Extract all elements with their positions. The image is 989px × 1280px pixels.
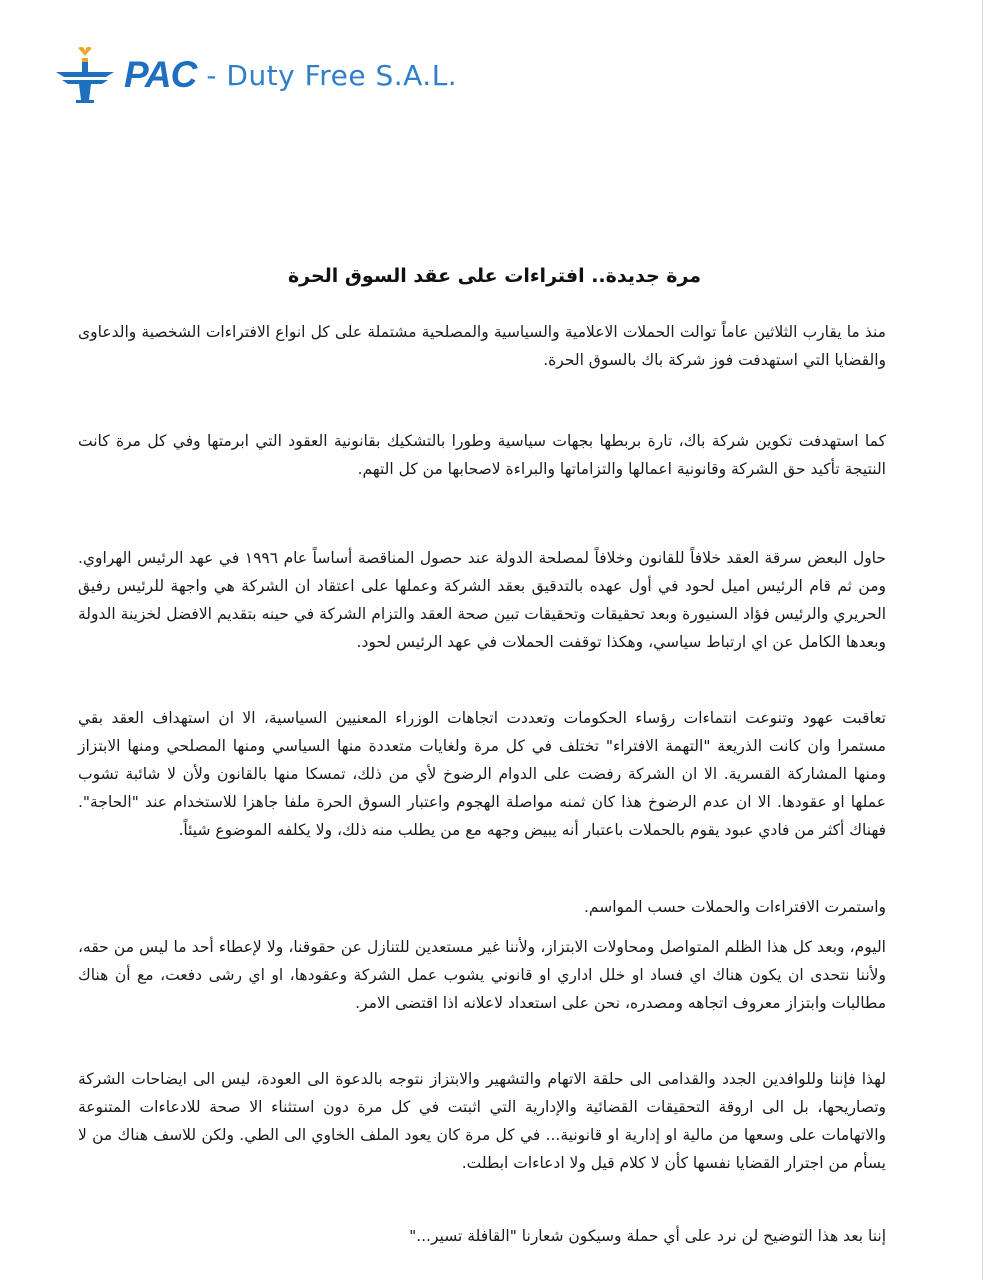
paragraph-7: لهذا فإننا وللوافدين الجدد والقدامى الى حلقة الاتهام والتشهير والابتزاز نتوجه بالدعوة الى العودة، ليس الى ايضاحات الشركة وتصاريحها، بل الى اروقة التحقيقات القضائية والإدارية التي اثبتت في كل مرة دون استثناء الا صحة للادعاءات المتنوعة والاتهامات على وسعها من مالية او إدارية او قانونية... في كل مرة كان يعود الملف الخاوي الى الطي. ولكن للاسف هناك من لا يسأم من اجترار القضايا نفسها كأن لا كلام قيل ولا ادعاءات ابطلت. [78,1070,886,1172]
document-title: مرة جديدة.. افتراءات على عقد السوق الحرة [287,265,702,287]
airplane-tower-logo-icon [52,42,118,108]
paragraph-3: حاول البعض سرقة العقد خلافاً للقانون وخلافاً لمصلحة الدولة عند حصول المناقصة أساساً عام ١٩٩٦ في عهد الرئيس الهراوي. ومن ثم قام الرئيس اميل لحود في أول عهده بالتدقيق بعقد الشركة وعملها على اعتقاد ان الشركة هي واجهة للرئيس رفيق الحريري والرئيس فؤاد السنيورة وبعد تحقيقات وتحقيقات تبين صحة العقد والتزام الشركة في حينه بتقديم الافضل لخزينة الدولة وبعدها الكامل عن اي ارتباط سياسي، وهكذا توقفت الحملات في عهد الرئيس لحود. [78,549,886,651]
paragraph-2: كما استهدفت تكوين شركة باك، تارة بربطها بجهات سياسية وطورا بالتشكيك بقانونية العقود التي ابرمتها وفي كل مرة كانت النتيجة تأكيد حق الشركة وقانونية اعمالها والتزاماتها والبراءة لاصحابها من كل التهم. [78,432,886,478]
brand-subtitle: - Duty Free S.A.L. [206,58,458,92]
paragraph-8: إننا بعد هذا التوضيح لن نرد على أي حملة وسيكون شعارنا "القافلة تسير..." [409,1227,886,1245]
paragraph-4: تعاقبت عهود وتنوعت انتماءات رؤساء الحكومات وتعددت اتجاهات الوزراء المعنيين السياسية، الا ان استهداف العقد بقي مستمرا وان كانت الذريعة "التهمة الافتراء" تختلف في كل مرة ولغايات متعددة منها السياسي ومنها المصلحي ومنها الابتزاز ومنها المشاركة القسرية. الا ان الشركة رفضت على الدوام الرضوخ لأي من ذلك، تمسكا منها بالقانون ولأن لا شائبة تشوب عملها او عقودها. الا ان عدم الرضوخ هذا كان ثمنه مواصلة الهجوم واعتبار السوق الحرة ملفا جاهزا للاستخدام عند "الحاجة". فهناك أكثر من فادي عبود يقوم بالحملات باعتبار أنه يبيض وجهه مع من يطلب منه ذلك، ولا يكلفه الموضوع شيئاً. [78,709,886,839]
page-edge [982,0,983,1280]
paragraph-5: واستمرت الافتراءات والحملات حسب المواسم. [583,898,886,916]
letterhead [52,40,457,110]
paragraph-1: منذ ما يقارب الثلاثين عاماً توالت الحملات الاعلامية والسياسية والمصلحية مشتملة على كل انواع الافتراءات الشخصية والدعاوى والقضايا التي استهدفت فوز شركة باك بالسوق الحرة. [78,323,886,369]
paragraph-6: اليوم، وبعد كل هذا الظلم المتواصل ومحاولات الابتزاز، ولأننا غير مستعدين للتنازل عن حقوقنا، ولا لإعطاء أحد ما ليس من حقه، ولأننا نتحدى ان يكون هناك اي فساد او خلل اداري او قانوني يشوب عمل الشركة وعقودها، او اي رشى دفعت، مع أن هناك مطالبات وابتزاز معروف اتجاهه ومصدره، نحن على استعداد لاعلانه اذا اقتضى الامر. [78,938,886,1012]
brand-name: PAC [124,54,197,95]
